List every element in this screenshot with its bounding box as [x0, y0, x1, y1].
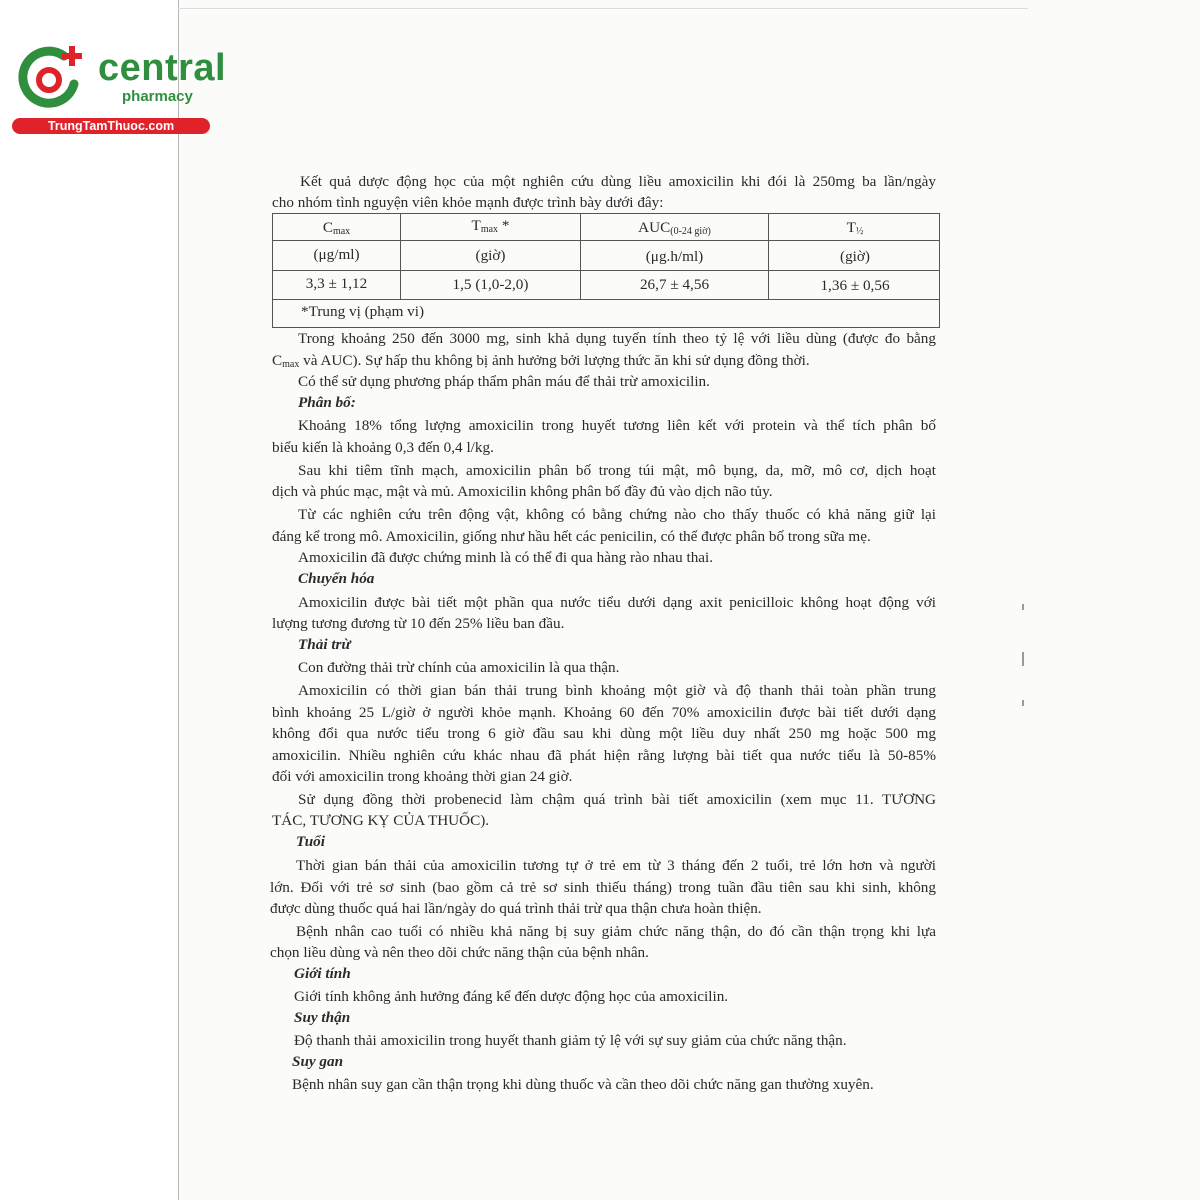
table-unit: (μg/ml): [313, 246, 360, 263]
body-line: Bệnh nhân cao tuổi có nhiều khả năng bị suy giảm chức năng thận, do đó cần thận trọng khi lựa: [296, 923, 936, 940]
table-unit: (giờ): [475, 247, 506, 264]
pharmacokinetics-table: [272, 213, 940, 328]
body-line: Khoảng 18% tổng lượng amoxicilin trong huyết tương liên kết với protein và thể tích phân bố: [298, 417, 936, 434]
logo-subtitle: pharmacy: [122, 88, 193, 105]
table-divider: [273, 240, 939, 241]
pharmacy-logo-icon: [12, 40, 90, 118]
section-heading-distribution: Phân bố:: [298, 394, 356, 411]
body-line: chọn liều dùng và nên theo dõi chức năng thận của bệnh nhân.: [270, 944, 649, 961]
body-line: Thời gian bán thải của amoxicilin tương tự ở trẻ em từ 3 tháng đến 2 tuổi, trẻ lớn hơn và người: [296, 857, 936, 874]
body-line: Độ thanh thải amoxicilin trong huyết thanh giảm tỷ lệ với sự suy giảm của chức năng thận.: [294, 1032, 847, 1049]
section-heading-metabolism: Chuyển hóa: [298, 570, 375, 587]
table-header-thalf: $T_{\frac{1}{2}}$: [846, 219, 864, 237]
logo-url-badge: TrungTamThuoc.com: [12, 118, 210, 134]
body-line: bình khoảng 25 L/giờ ở người khỏe mạnh. Khoảng 60 đến 70% amoxicilin được bài tiết dưới dạng: [272, 704, 936, 721]
body-line: amoxicilin. Nhiều nghiên cứu khác nhau đã phát hiện rằng lượng bài tiết qua nước tiểu là 50-85%: [272, 747, 936, 764]
table-divider: [273, 299, 939, 300]
body-line: được dùng thuốc quá hai lần/ngày do quá trình thải trừ qua thận chưa hoàn thiện.: [270, 900, 762, 917]
table-header-cmax: $C_{max}$: [322, 219, 351, 237]
brand-logo: [12, 40, 227, 136]
table-value: 1,36 ± 0,56: [820, 277, 890, 294]
body-line: Sau khi tiêm tĩnh mạch, amoxicilin phân bố trong túi mật, mô bụng, da, mỡ, mô cơ, dịch hoạt: [298, 462, 936, 479]
body-line: Sử dụng đồng thời probenecid làm chậm quá trình bài tiết amoxicilin (xem mục 11. TƯƠNG: [298, 791, 936, 808]
body-line: Amoxicilin được bài tiết một phần qua nước tiểu dưới dạng axit penicilloic không hoạt động với: [298, 594, 936, 611]
table-unit: (giờ): [840, 248, 870, 265]
body-line: đối với amoxicilin trong khoảng thời gian 24 giờ.: [272, 768, 573, 785]
margin-mark: [1022, 700, 1024, 706]
body-line: Giới tính không ảnh hưởng đáng kể đến dược động học của amoxicilin.: [294, 988, 729, 1005]
body-line: $C_{max}$ và AUC). Sự hấp thu không bị ảnh hưởng bởi lượng thức ăn khi sử dụng đồng thời.: [272, 352, 810, 370]
section-heading-age: Tuổi: [296, 833, 325, 850]
table-value: 1,5 (1,0-2,0): [452, 276, 529, 293]
margin-mark: [1022, 604, 1024, 610]
body-line: không đổi qua nước tiểu trong 6 giờ đầu sau khi dùng một liều duy nhất 250 mg hoặc 500 mg: [272, 725, 936, 742]
intro-line: Kết quả dược động học của một nghiên cứu dùng liều amoxicilin khi đói là 250mg ba lần/ngày: [300, 173, 936, 190]
body-line: Bệnh nhân suy gan cần thận trọng khi dùng thuốc và cần theo dõi chức năng gan thường xuyên.: [292, 1076, 874, 1093]
body-line: Amoxicilin đã được chứng minh là có thể đi qua hàng rào nhau thai.: [298, 549, 714, 566]
body-line: TÁC, TƯƠNG KỴ CỦA THUỐC).: [272, 812, 490, 829]
table-footnote: *Trung vị (phạm vi): [301, 303, 425, 320]
page-edge: [178, 8, 1028, 9]
body-line: Trong khoảng 250 đến 3000 mg, sinh khả dụng tuyến tính theo tỷ lệ với liều dùng (được đo bằng: [298, 330, 936, 347]
table-value: 26,7 ± 4,56: [639, 276, 710, 293]
table-header-auc: $AUC_{(0-24 giờ)}$: [638, 219, 711, 237]
body-line: đáng kể trong mô. Amoxicilin, giống như hầu hết các penicilin, có thể được phân bố trong sữa mẹ.: [272, 528, 871, 545]
table-unit: (μg.h/ml): [645, 248, 704, 265]
intro-line: cho nhóm tình nguyện viên khỏe mạnh được trình bày dưới đây:: [272, 194, 664, 211]
table-value: 3,3 ± 1,12: [305, 275, 368, 292]
section-heading-renal: Suy thận: [294, 1009, 351, 1026]
logo-name: central: [98, 47, 227, 89]
body-line: Từ các nghiên cứu trên động vật, không có bằng chứng nào cho thấy thuốc có khả năng giữ lại: [298, 506, 936, 523]
body-line: Có thể sử dụng phương pháp thẩm phân máu để thải trừ amoxicilin.: [298, 373, 710, 390]
body-line: Con đường thải trừ chính của amoxicilin là qua thận.: [298, 659, 620, 676]
section-heading-gender: Giới tính: [294, 965, 351, 982]
table-divider: [273, 270, 939, 271]
section-heading-hepatic: Suy gan: [292, 1053, 344, 1070]
body-line: Amoxicilin có thời gian bán thải trung bình khoảng một giờ và độ thanh thải toàn phần trung: [298, 682, 936, 699]
body-line: biểu kiến là khoảng 0,3 đến 0,4 l/kg.: [272, 439, 494, 456]
body-line: dịch và phúc mạc, mật và mủ. Amoxicilin không phân bố đầy đủ vào dịch não tủy.: [272, 483, 773, 500]
margin-mark: [1022, 652, 1024, 666]
body-line: lượng tương đương từ 10 đến 25% liều ban đầu.: [272, 615, 565, 632]
table-header-tmax: $T_{max}$ *: [471, 217, 510, 235]
body-line: lớn. Đối với trẻ sơ sinh (bao gồm cả trẻ sơ sinh thiếu tháng) trong tuần đầu tiên sau khi sinh, không: [270, 879, 936, 896]
section-heading-elimination: Thải trừ: [298, 636, 351, 653]
